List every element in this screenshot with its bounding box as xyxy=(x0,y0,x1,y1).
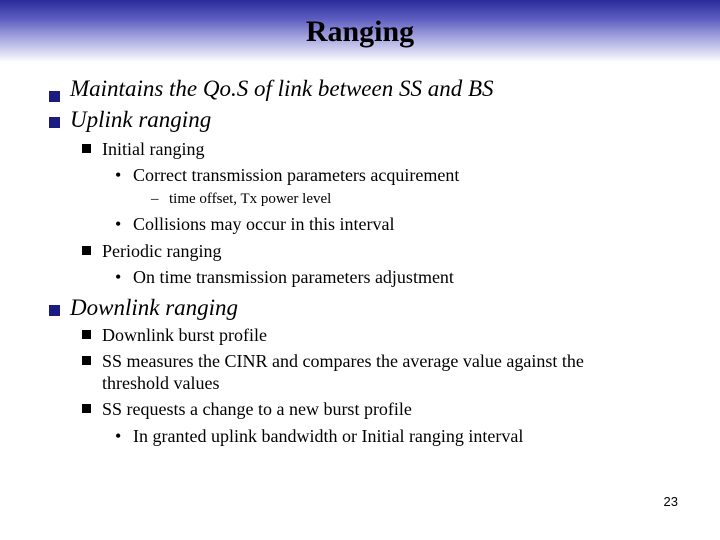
bullet-initial-ranging: Initial ranging xyxy=(102,139,205,159)
bullet-dot-icon: • xyxy=(115,214,122,234)
bullet-periodic-ranging: Periodic ranging xyxy=(102,241,222,261)
bullet-maintains-qos: Maintains the Qo.S of link between SS and BS xyxy=(70,76,494,101)
bullet-correct-transmission: Correct transmission parameters acquirement xyxy=(133,165,460,185)
page-number: 23 xyxy=(663,494,678,509)
bullet-square-icon xyxy=(82,330,91,339)
bullet-granted-uplink-bandwidth: In granted uplink bandwidth or Initial ranging interval xyxy=(133,426,524,446)
bullet-square-icon xyxy=(49,117,60,128)
bullet-square-icon xyxy=(82,404,91,413)
bullet-time-offset: time offset, Tx power level xyxy=(169,191,332,207)
slide-title: Ranging xyxy=(305,15,415,48)
bullet-collisions: Collisions may occur in this interval xyxy=(133,214,395,234)
bullet-square-icon xyxy=(82,246,91,255)
bullet-downlink-ranging: Downlink ranging xyxy=(70,295,239,320)
bullet-downlink-burst-profile: Downlink burst profile xyxy=(102,325,267,345)
bullet-ss-measures-cinr: SS measures the CINR and compares the average value against the xyxy=(102,351,584,371)
bullet-dot-icon: • xyxy=(115,267,122,287)
bullet-square-icon xyxy=(82,144,91,153)
bullet-ss-measures-cinr-continued: threshold values xyxy=(102,373,220,393)
bullet-square-icon xyxy=(49,91,60,102)
bullet-dot-icon: • xyxy=(115,426,122,446)
bullet-square-icon xyxy=(49,305,60,316)
bullet-dot-icon: • xyxy=(115,165,122,185)
bullet-on-time-adjustment: On time transmission parameters adjustment xyxy=(133,267,454,287)
bullet-uplink-ranging: Uplink ranging xyxy=(70,107,212,132)
bullet-ss-requests-change: SS requests a change to a new burst profile xyxy=(102,399,412,419)
bullet-dash-icon: – xyxy=(151,191,159,207)
bullet-square-icon xyxy=(82,356,91,365)
